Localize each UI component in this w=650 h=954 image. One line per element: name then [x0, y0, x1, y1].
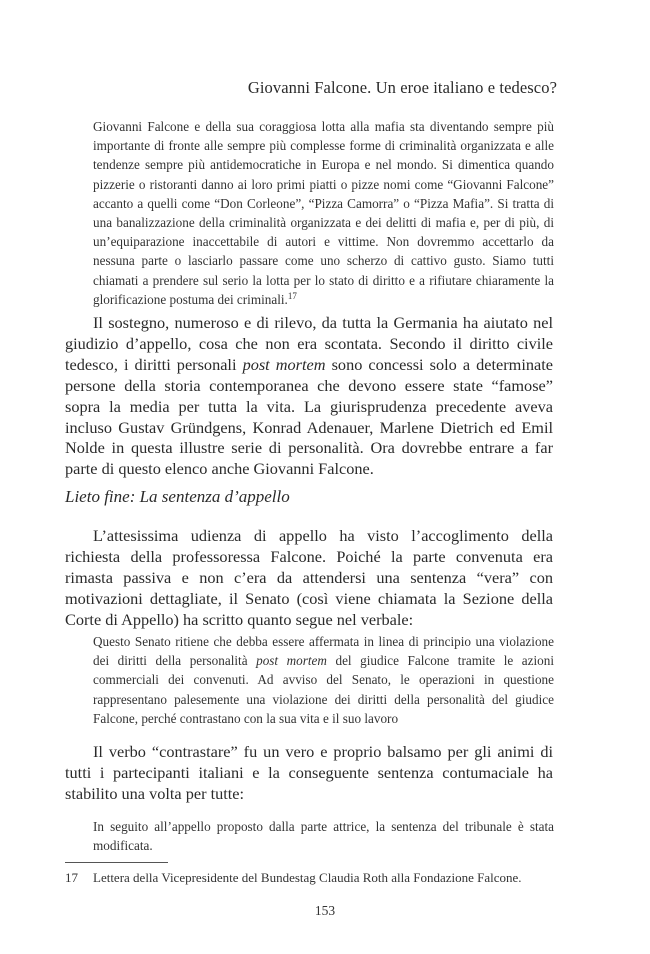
italic-term: post mortem: [256, 653, 327, 669]
running-head: Giovanni Falcone. Un eroe italiano e tedesco?: [247, 78, 557, 97]
paragraph-text: Il verbo “contrastare” fu un vero e proprio balsamo per gli animi di tutti i partecipanti italiani e la conseguente sentenza contumaciale ha stabilito una volta per tutte:: [65, 742, 553, 803]
paragraph-text-end: sono concessi solo a determinate persone della storia contemporanea che devono essere state “famose” sopra la media per tutta la vita. La giurisprudenza precedente aveva incluso Gustav Gründgens, Konrad Adenauer, Marlene Dietrich ed Emil Nolde in questa illustre serie di personalità. Ora dovrebbe entrare a far parte di questo elenco anche Giovanni Falcone.: [65, 354, 553, 479]
block-quote-text: In seguito all’appello proposto dalla parte attrice, la sentenza del tribunale è stata modificata.: [93, 819, 554, 854]
page-number: 153: [314, 903, 336, 918]
paragraph-appeal: [65, 526, 553, 631]
footnote-separator: [65, 862, 168, 863]
block-quote-verdict: [93, 632, 554, 728]
footnote-reference[interactable]: 17: [287, 290, 297, 301]
block-quote-text-start: Questo Senato ritiene che debba essere affermata in linea di principio una violazione dei diritti della personalità: [93, 634, 554, 669]
block-quote-text-end: del giudice Falcone tramite le azioni commerciali dei convenuti. Ad avviso del Senato, le operazioni in questione rappresentano palesemente una violazione dei diritti della personalità del giudice Falcone, perché contrastano con la sua vita e il suo lavoro: [93, 653, 554, 726]
paragraph-text: L’attesissima udienza di appello ha visto l’accoglimento della richiesta della professoressa Falcone. Poiché la parte convenuta era rimasta passiva e non c’era da attendersi una sentenza “vera” con motivazioni dettagliate, il Senato (così viene chiamata la Sezione della Corte di Appello) ha scritto quanto segue nel verbale:: [65, 526, 553, 629]
italic-term: post mortem: [242, 354, 326, 374]
block-quote-text: Giovanni Falcone e della sua coraggiosa lotta alla mafia sta diventando sempre più importante di fronte alle sempre più complesse forme di criminalità organizzata e alle tendenze sempre più antidemocratiche in Europa e nel mondo. Si dimentica quando pizzerie o ristoranti danno ai loro primi piatti o pizze nomi come “Giovanni Falcone” accanto a quelli come “Don Corleone”, “Pizza Camorra” o “Pizza Mafia”. Si tratta di una banalizzazione della criminalità organizzata e dei delitti di mafia e, per di più, di un’equiparazione inaccettabile di autori e vittime. Non dovremmo accettarlo da nessuna parte o lasciarlo passare come uno scherzo di cattivo gusto. Siamo tutti chiamati a prendere sul serio la lotta per lo stato di diritto e a rifiutare chiaramente la glorificazione postuma dei criminali.: [93, 119, 554, 307]
section-heading: Lieto fine: La sentenza d’appello: [65, 487, 290, 506]
block-quote-sentence: [93, 817, 554, 855]
paragraph-support: [65, 313, 553, 480]
paragraph-text: [65, 313, 553, 480]
paragraph-text-start: Il sostegno, numeroso e di rilevo, da tutta la Germania ha aiutato nel giudizio d’appello, cosa che non era scontata. Secondo il diritto civile tedesco, i diritti personali: [65, 313, 553, 374]
footnote: [65, 869, 565, 886]
footnote-number: 17: [65, 870, 78, 885]
footnote-text: Lettera della Vicepresidente del Bundestag Claudia Roth alla Fondazione Falcone.: [93, 870, 522, 885]
paragraph-contrastare: [65, 742, 553, 805]
block-quote-letter: [93, 117, 554, 309]
